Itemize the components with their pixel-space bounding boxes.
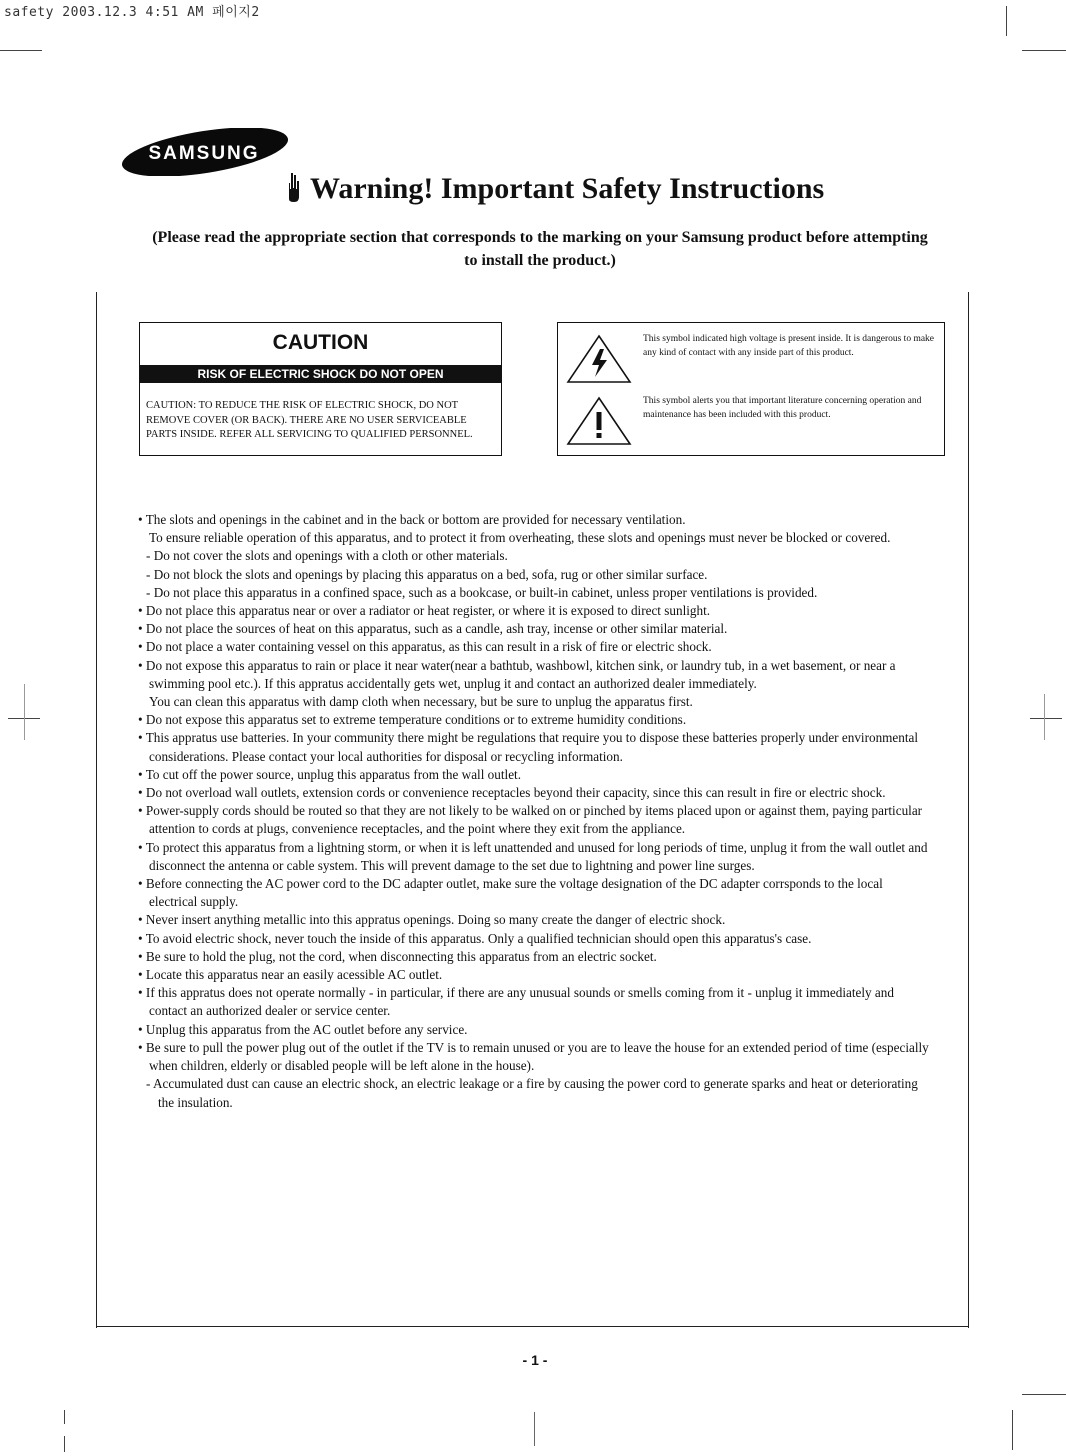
list-item: • Be sure to pull the power plug out of the outlet if the TV is to remain unused or you are to leave the house for an extended period of time (especially when children, elderly or disabled people will be left alone in the house). [138,1039,929,1074]
caution-box [139,322,502,456]
caution-title: CAUTION [272,331,369,354]
page-title: Warning! Important Safety Instructions [310,172,825,205]
list-sub-item: - Do not cover the slots and openings with a cloth or other materials. [146,548,508,564]
logo-text: SAMSUNG [148,143,260,164]
list-item: • Do not overload wall outlets, extension cords or convenience receptacles beyond their capacity, since this can result in fire or electric shock. [138,785,886,801]
subtitle: (Please read the appropriate section that corresponds to the marking on your Samsung product before attempting to install the product.) [152,229,928,269]
list-item: • The slots and openings in the cabinet and in the back or bottom are provided for necessary ventilation. [138,512,686,527]
list-item: • To protect this apparatus from a lightning storm, or when it is left unattended and unused for long periods of time, unplug it from the wall outlet and disconnect the antenna or cable system. This will prevent damage to the set due to lightning and power line surges. [138,839,928,873]
frame-line-bottom [96,1326,969,1327]
list-item: • Power-supply cords should be routed so that they are not likely to be walked on or pinched by items placed upon or against them, paying particular attention to cords at plugs, convenience receptacles, and the point where they exit from the appliance. [138,803,923,837]
caution-banner: RISK OF ELECTRIC SHOCK DO NOT OPEN [140,365,501,383]
list-item: • Do not place a water containing vessel on this apparatus, as this can result in a risk of fire or electric shock. [138,639,712,655]
crop-mark [1022,1394,1066,1395]
caution-text: CAUTION: TO REDUCE THE RISK OF ELECTRIC SHOCK, DO NOT REMOVE COVER (OR BACK). THERE ARE NO USER SERVICEABLE PARTS INSIDE. REFER ALL SERVICING TO QUALIFIED PERSONNEL. [146,400,473,440]
registration-mark [1030,718,1062,719]
list-item-note: To ensure reliable operation of this apparatus, and to protect it from overheating, these slots and openings must never be blocked or covered. [149,530,891,546]
registration-mark [24,684,25,740]
title-row [286,168,824,210]
list-item: • Do not expose this apparatus to rain or place it near water(near a bathtub, washbowl, kitchen sink, or laundry tub, in a wet basement, or near a swimming pool etc.). If this appratus accidentally gets wet, unplug it and contact an authorized dealer immediately. [138,657,896,691]
symbols-box [557,322,945,456]
crop-mark [1006,6,1007,36]
list-item: • Do not expose this apparatus set to extreme temperature conditions or to extreme humidity conditions. [138,712,687,728]
page-number: - 1 - [522,1352,548,1368]
list-item: • To cut off the power source, unplug this apparatus from the wall outlet. [138,766,522,782]
registration-mark [1044,694,1045,740]
crop-mark [0,50,42,51]
list-item: • Do not place this apparatus near or over a radiator or heat register, or where it is exposed to direct sunlight. [138,603,711,619]
crop-mark [1022,50,1066,51]
literature-note: This symbol alerts you that important literature concerning operation and maintenance has been included with this product. [643,396,922,420]
list-item: • Be sure to hold the plug, not the cord, when disconnecting this apparatus from an electric socket. [138,948,657,964]
samsung-logo [120,128,290,176]
list-item: • Unplug this apparatus from the AC outlet before any service. [138,1021,468,1037]
list-sub-item: - Do not place this apparatus in a confined space, such as a bookcase, or built-in cabinet, unless proper ventilations is provided. [146,584,818,600]
list-item: • This appratus use batteries. In your community there might be regulations that require you to dispose these batteries properly under environmental considerations. Please contact your local authorities for disposal or recycling information. [138,730,919,764]
crop-mark [64,1410,65,1424]
safety-instructions [138,511,930,1112]
list-sub-item: - Do not block the slots and openings by placing this apparatus on a bed, sofa, rug or other similar surface. [146,566,708,582]
list-sub-item: - Accumulated dust can cause an electric shock, an electric leakage or a fire by causing the power cord to generate sparks and heat or deteriorating the insulation. [146,1076,918,1110]
list-item: • To avoid electric shock, never touch the inside of this apparatus. Only a qualified technician should open this apparatus's case. [138,930,812,946]
list-item: • Locate this apparatus near an easily acessible AC outlet. [138,967,443,983]
list-item: • If this appratus does not operate normally - in particular, if there are any unusual sounds or smells coming from it - unplug it immediately and contact an authorized dealer or service center. [138,985,894,1019]
list-item: • Before connecting the AC power cord to the DC adapter outlet, make sure the voltage designation of the DC adapter corrsponds to the local electrical supply. [138,876,883,910]
registration-mark [534,1412,535,1446]
exclamation-triangle-icon [564,395,634,447]
list-item: • Do not place the sources of heat on this apparatus, such as a candle, ash tray, incense or other similar material. [138,621,728,637]
high-voltage-note: This symbol indicated high voltage is present inside. It is dangerous to make any kind of contact with any inside part of this product. [643,334,935,358]
list-item-note: You can clean this apparatus with damp cloth when necessary, but be sure to unplug the apparatus first. [149,694,693,710]
print-header: safety 2003.12.3 4:51 AM 페이지2 [4,5,260,20]
frame-line-left [96,292,97,1328]
lightning-triangle-icon [564,333,634,385]
hand-warning-icon [286,171,302,208]
frame-line-right [968,292,969,1328]
crop-mark [64,1436,65,1452]
crop-mark [1012,1410,1013,1450]
list-item: • Never insert anything metallic into this appratus openings. Doing so many create the danger of electric shock. [138,912,726,928]
